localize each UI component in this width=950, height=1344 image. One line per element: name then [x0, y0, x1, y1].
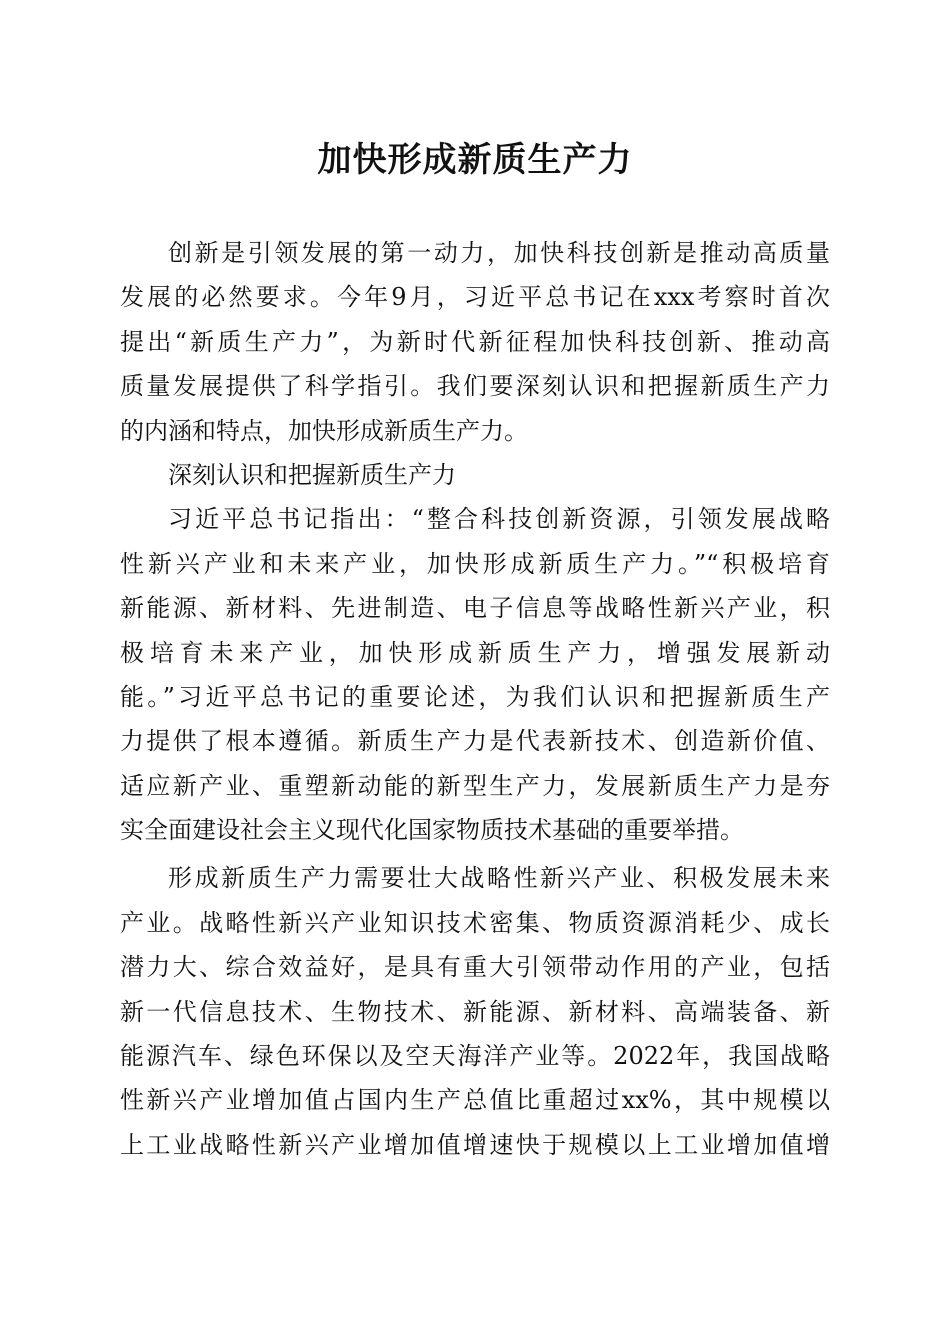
text-line: 的内涵和特点，加快形成新质生产力。 [120, 416, 528, 445]
text-line: 质量发展提供了科学指引。我们要深刻认识和把握新质生产力 [120, 372, 830, 401]
paragraph-intro [120, 231, 830, 453]
text-line: 发展的必然要求。今年9月，习近平总书记在xxx考察时首次 [120, 283, 830, 312]
text-line: 能源汽车、绿色环保以及空天海洋产业等。2022年，我国战略 [120, 1042, 830, 1071]
text-line: 创新是引领发展的第一动力，加快科技创新是推动高质量 [168, 239, 830, 267]
text-line: 新能源、新材料、先进制造、电子信息等战略性新兴产业，积 [120, 594, 830, 623]
text-line: 形成新质生产力需要壮大战略性新兴产业、积极发展未来 [168, 864, 830, 893]
text-line: 实全面建设社会主义现代化国家物质技术基础的重要举措。 [120, 816, 744, 845]
text-line: 新一代信息技术、生物技术、新能源、新材料、高端装备、新 [120, 997, 830, 1026]
paragraph-quote [120, 497, 830, 852]
text-line: 力提供了根本遵循。新质生产力是代表新技术、创造新价值、 [120, 727, 830, 756]
document-body [120, 231, 830, 1167]
text-line: 上工业战略性新兴产业增加值增速快于规模以上工业增加值增 [120, 1130, 830, 1159]
text-line: 能。”习近平总书记的重要论述，为我们认识和把握新质生产 [120, 682, 830, 711]
text-line: 极培育未来产业，加快形成新质生产力，增强发展新动 [120, 638, 830, 667]
text-line: 习近平总书记指出：“整合科技创新资源，引领发展战略 [168, 505, 830, 534]
section-heading [120, 453, 830, 497]
paragraph-industries [120, 856, 830, 1167]
heading-text: 深刻认识和把握新质生产力 [168, 460, 456, 489]
text-line: 性新兴产业增加值占国内生产总值比重超过xx%，其中规模以 [120, 1086, 830, 1115]
document-title: 加快形成新质生产力 [317, 140, 633, 180]
text-line: 适应新产业、重塑新动能的新型生产力，发展新质生产力是夯 [120, 771, 830, 800]
text-line: 提出“新质生产力”，为新时代新征程加快科技创新、推动高 [120, 327, 830, 356]
text-line: 潜力大、综合效益好，是具有重大引领带动作用的产业，包括 [120, 953, 830, 982]
text-line: 产业。战略性新兴产业知识技术密集、物质资源消耗少、成长 [120, 908, 830, 937]
text-line: 性新兴产业和未来产业，加快形成新质生产力。”“积极培育 [120, 549, 830, 578]
